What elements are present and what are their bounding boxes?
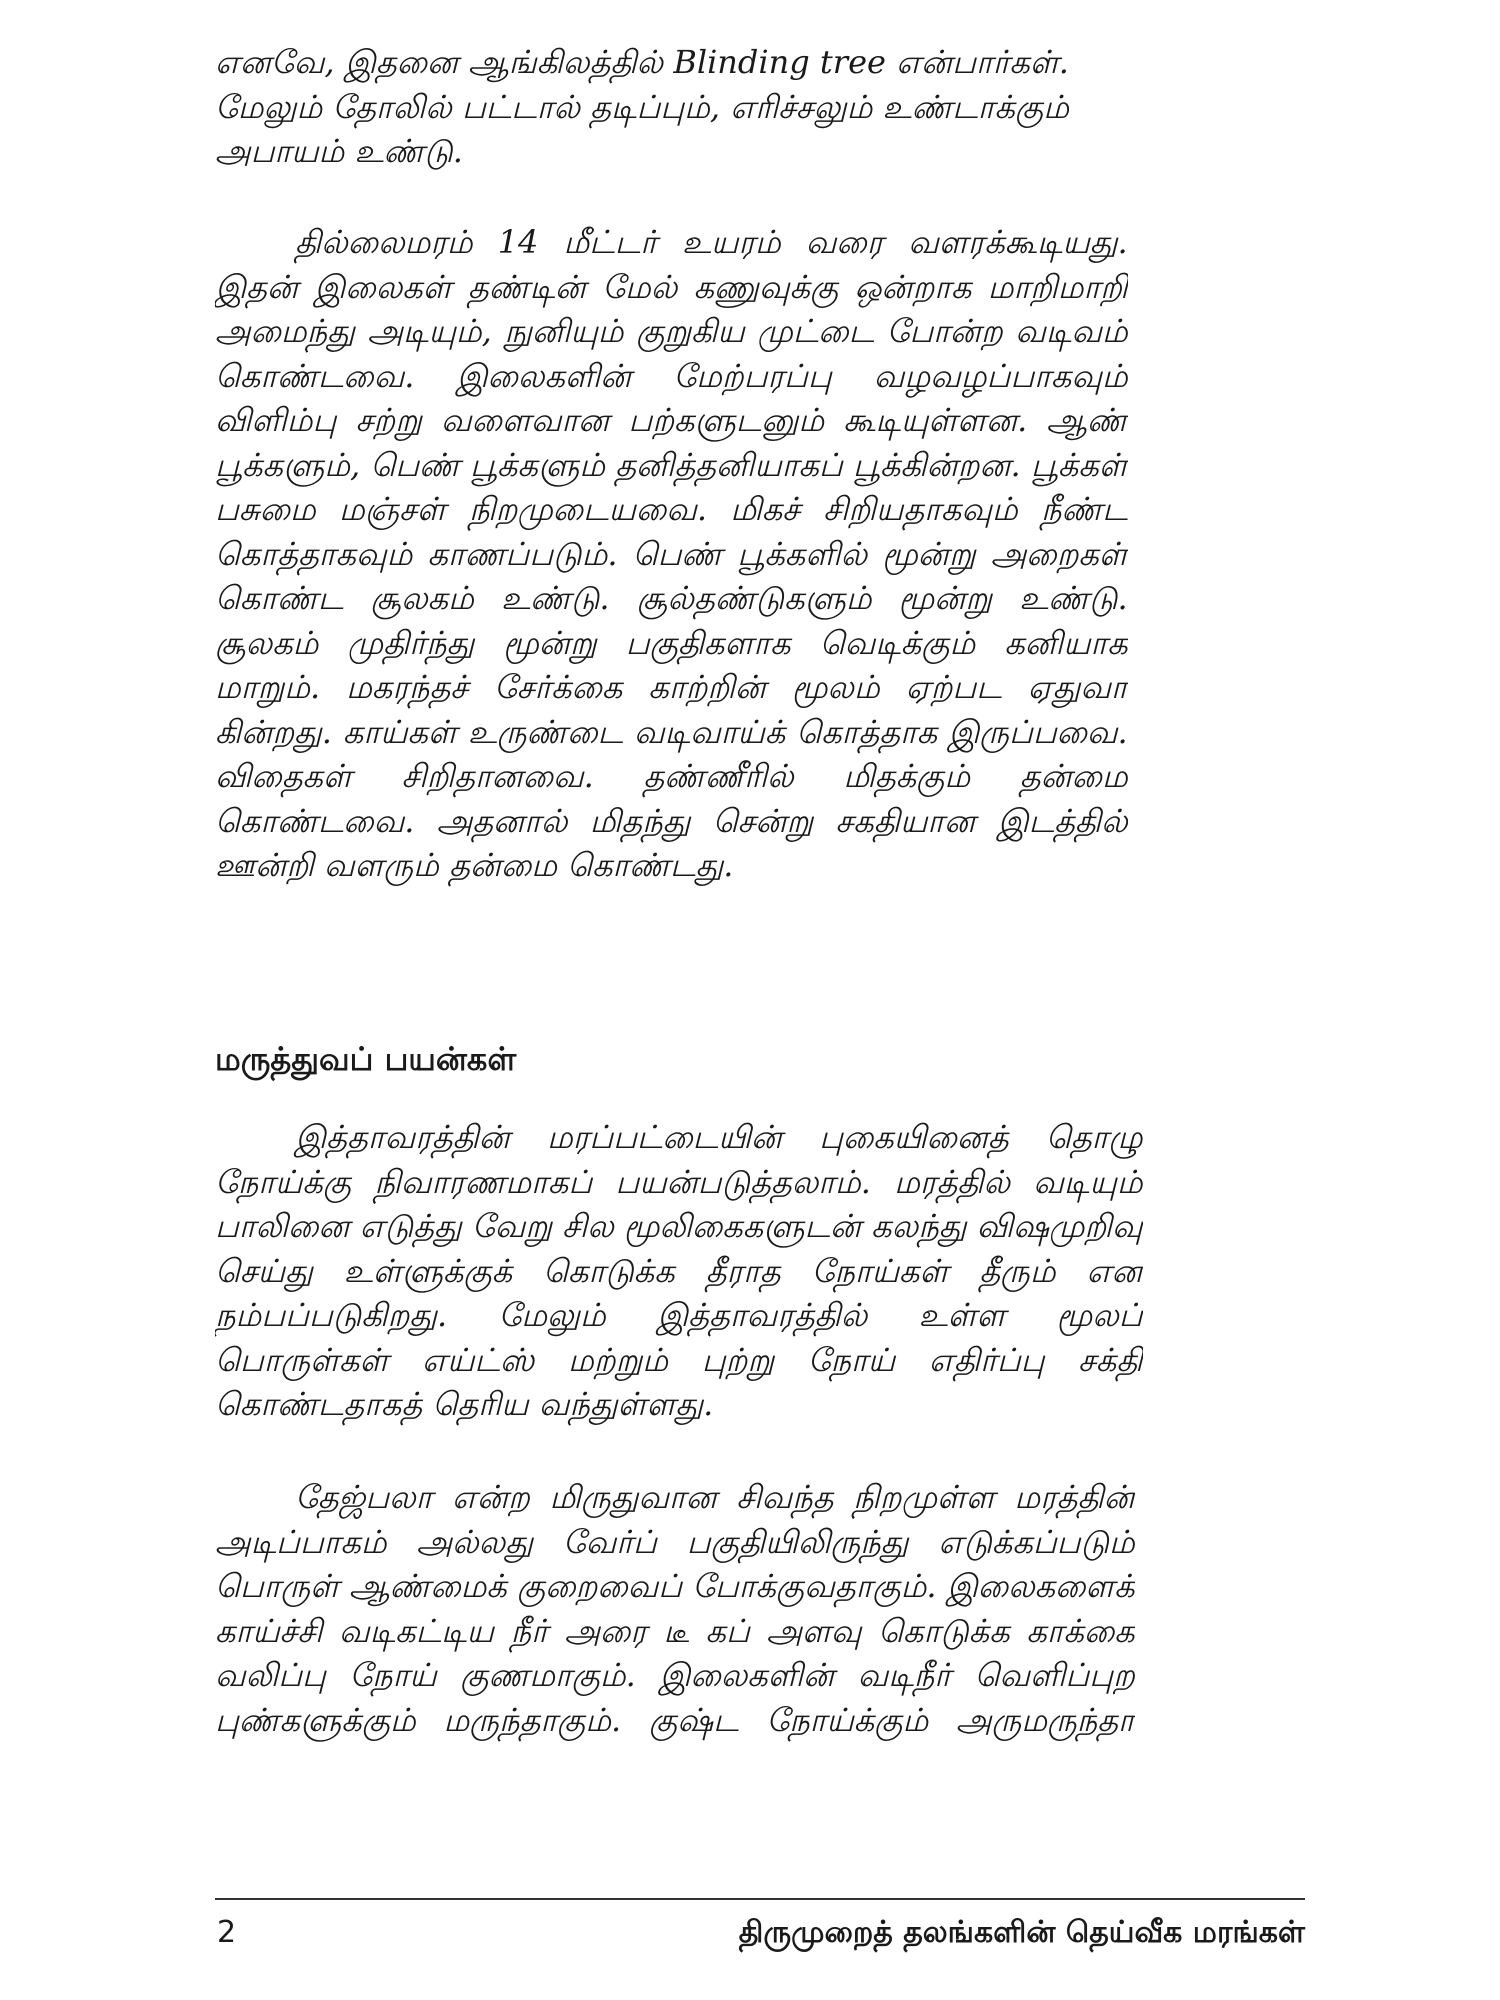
paragraph-intro <box>215 40 1069 174</box>
text-line: நம்பப்படுகிறது. மேலும் இத்தாவரத்தில் உள்ள மூலப் <box>215 1296 1143 1334</box>
footer-book-title: திருமுறைத் தலங்களின் தெய்வீக மரங்கள் <box>738 1915 1305 1950</box>
text-line: மேலும் தோலில் பட்டால் தடிப்பும், எரிச்சலும் உண்டாக்கும் <box>215 87 1069 126</box>
paragraph-medicinal-uses <box>215 1115 1143 1427</box>
text-line: கொண்ட சூலகம் உண்டு. சூல்தண்டுகளும் மூன்று உண்டு. <box>215 579 1128 617</box>
text-line: தேஜ்பலா என்ற மிருதுவான சிவந்த நிறமுள்ள மரத்தின் <box>295 1478 1135 1516</box>
text-line: மாறும். மகரந்தச் சேர்க்கை காற்றின் மூலம் ஏற்பட ஏதுவா <box>215 668 1128 706</box>
text-line: காய்ச்சி வடிகட்டிய நீர் அரை டீ கப் அளவு கொடுக்க காக்கை <box>215 1611 1135 1650</box>
text-line: பொருள்கள் எய்ட்ஸ் மற்றும் புற்று நோய் எதிர்ப்பு சக்தி <box>215 1340 1143 1379</box>
section-heading: மருத்துவப் பயன்கள் <box>215 1040 517 1078</box>
text-line: பசுமை மஞ்சள் நிறமுடையவை. மிகச் சிறியதாகவும் நீண்ட <box>215 490 1128 528</box>
text-line: பூக்களும், பெண் பூக்களும் தனித்தனியாகப் பூக்கின்றன. பூக்கள் <box>215 445 1128 484</box>
paragraph-tejbala <box>215 1475 1135 1742</box>
text-line: கொத்தாகவும் காணப்படும். பெண் பூக்களில் மூன்று அறைகள் <box>215 534 1128 573</box>
text-line: சூலகம் முதிர்ந்து மூன்று பகுதிகளாக வெடிக்கும் கனியாக <box>215 623 1128 662</box>
text-line: அமைந்து அடியும், நுனியும் குறுகிய முட்டை போன்ற வடிவம் <box>215 312 1128 350</box>
text-line: பாலினை எடுத்து வேறு சில மூலிகைகளுடன் கலந்து விஷமுறிவு <box>215 1207 1143 1245</box>
text-line: அடிப்பாகம் அல்லது வேர்ப் பகுதியிலிருந்து எடுக்கப்படும் <box>215 1522 1135 1561</box>
text-line: இதன் இலைகள் தண்டின் மேல் கணுவுக்கு ஒன்றாக மாறிமாறி <box>215 267 1128 306</box>
text-line: அபாயம் உண்டு. <box>215 132 463 170</box>
text-line: புண்களுக்கும் மருந்தாகும். குஷ்ட நோய்க்கும் அருமருந்தா <box>215 1700 1135 1739</box>
text-line: எனவே, இதனை ஆங்கிலத்தில் Blinding tree என்பார்கள். <box>215 43 1069 81</box>
text-line: பொருள் ஆண்மைக் குறைவைப் போக்குவதாகும். இலைகளைக் <box>215 1567 1135 1605</box>
text-line: கொண்டவை. அதனால் மிதந்து சென்று சகதியான இடத்தில் <box>215 801 1128 840</box>
text-line: ஊன்றி வளரும் தன்மை கொண்டது. <box>215 846 734 884</box>
text-line: கின்றது. காய்கள் உருண்டை வடிவாய்க் கொத்தாக இருப்பவை. <box>215 712 1128 751</box>
text-line: கொண்டதாகத் தெரிய வந்துள்ளது. <box>215 1385 714 1423</box>
text-line: நோய்க்கு நிவாரணமாகப் பயன்படுத்தலாம். மரத்தில் வடியும் <box>215 1162 1143 1201</box>
text-line: தில்லைமரம் 14 மீட்டர் உயரம் வரை வளரக்கூடியது. <box>295 223 1128 261</box>
text-line: வலிப்பு நோய் குணமாகும். இலைகளின் வடிநீர் வெளிப்புற <box>215 1656 1135 1694</box>
paragraph-description <box>215 220 1128 888</box>
text-line: கொண்டவை. இலைகளின் மேற்பரப்பு வழவழப்பாகவும் <box>215 356 1128 395</box>
page-number: 2 <box>217 1915 237 1950</box>
text-line: விளிம்பு சற்று வளைவான பற்களுடனும் கூடியுள்ளன. ஆண் <box>215 401 1128 439</box>
text-line: விதைகள் சிறிதானவை. தண்ணீரில் மிதக்கும் தன்மை <box>215 757 1128 795</box>
text-line: இத்தாவரத்தின் மரப்பட்டையின் புகையினைத் தொழு <box>295 1118 1143 1156</box>
footer-divider <box>215 1898 1305 1900</box>
text-line: செய்து உள்ளுக்குக் கொடுக்க தீராத நோய்கள் தீரும் என <box>215 1251 1143 1290</box>
